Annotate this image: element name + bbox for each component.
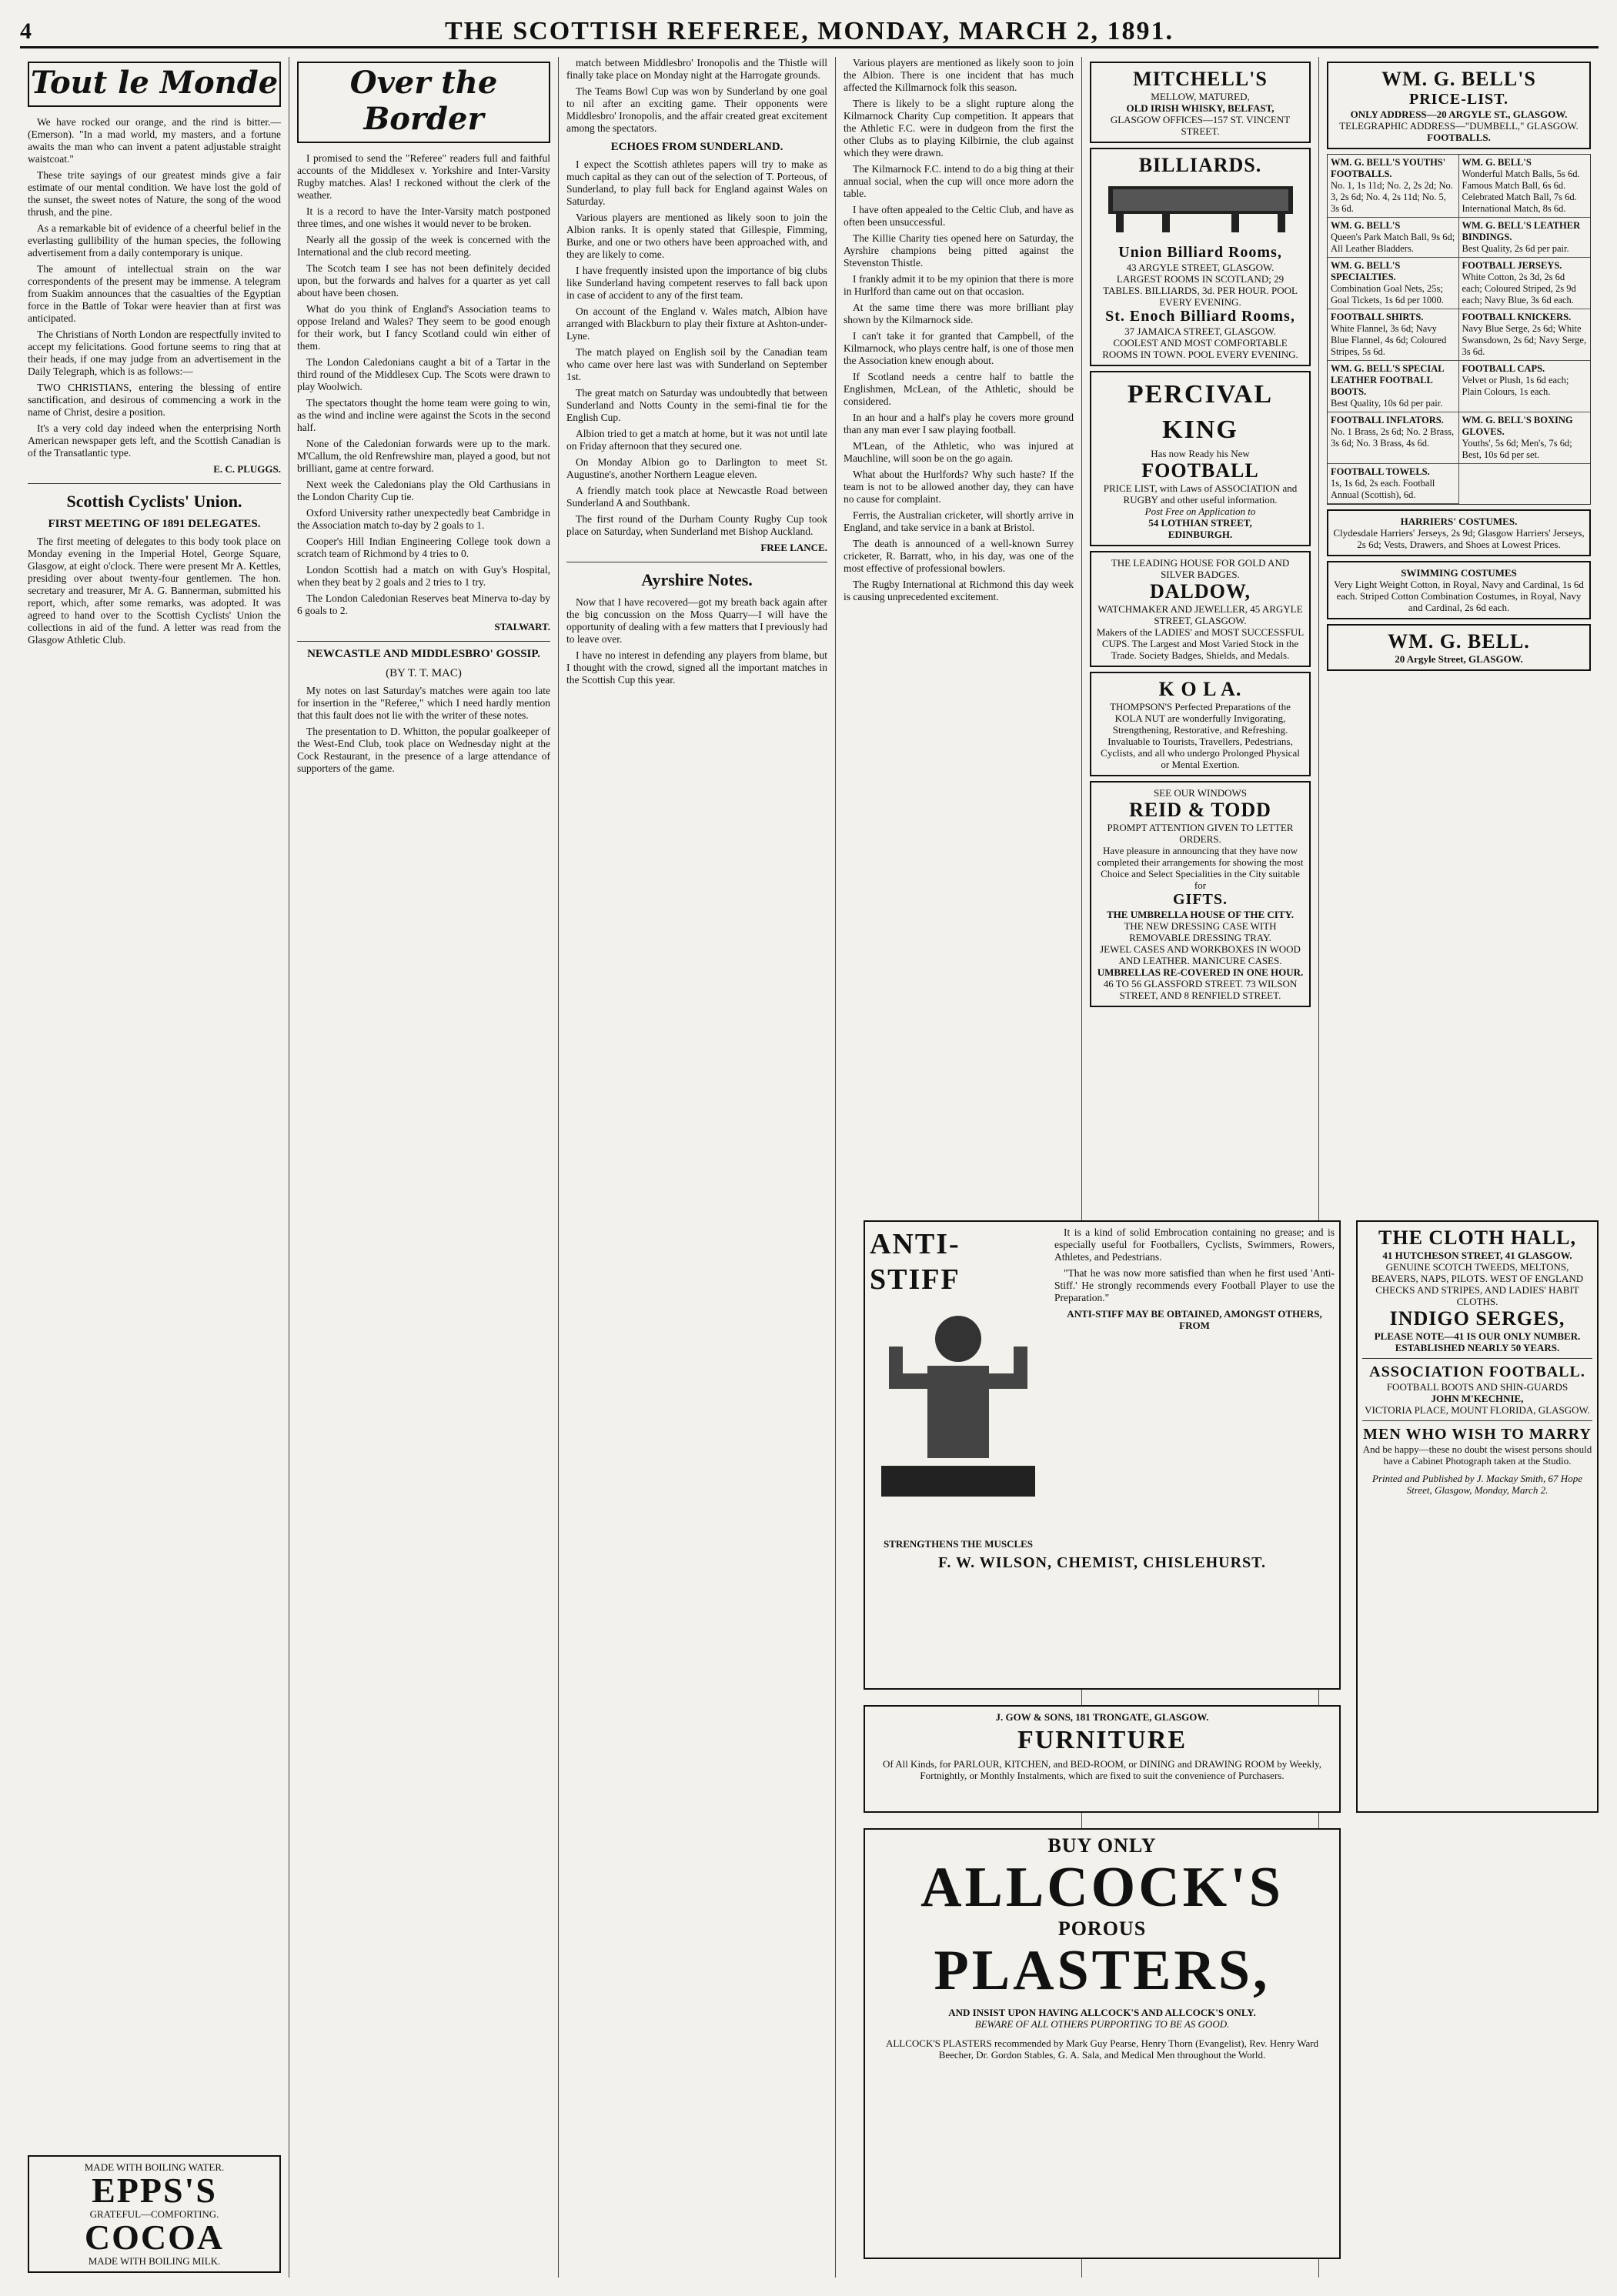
epps-cocoa-ad (28, 2155, 281, 2273)
reid-umbrella-house: THE UMBRELLA HOUSE OF THE CITY. (1107, 909, 1294, 920)
newcastle-byline: (BY T. T. MAC) (386, 667, 462, 679)
strongman-figure-icon (874, 1300, 1043, 1531)
article-paragraph: It's a very cold day indeed when the enterprising North American newspaper gets left, and the Scottish Canadian is of the Transatlantic type. (28, 422, 281, 459)
article-paragraph: The London Caledonians caught a bit of a Tartar in the third round of the Middlesex Cup. The Scots were drawn to play Woolwich. (297, 356, 550, 392)
article-paragraph: The first round of the Durham County Rugby Cup took place on Saturday, when Sunderland met Bishop Auckland. (566, 513, 827, 537)
reid-see: SEE OUR WINDOWS (1153, 787, 1248, 799)
association-name: JOHN M'KECHNIE, (1431, 1393, 1524, 1404)
article-paragraph: The match played on English soil by the Canadian team who came over here last was with Sunderland on September 1st. (566, 346, 827, 382)
article-paragraph: I can't take it for granted that Campbell, of the Kilmarnock, who plays centre half, is one of those men the Association knew enough about. (844, 330, 1074, 366)
price-cell (1328, 218, 1459, 258)
mitchell-office: GLASGOW OFFICES—157 ST. VINCENT STREET. (1110, 114, 1291, 137)
article-paragraph: On account of the England v. Wales match, Albion have arranged with Blackburn to play their fixture at Ashton-under-Lyne. (566, 305, 827, 342)
price-cell-text: No. 1 Brass, 2s 6d; No. 2 Brass, 3s 6d; No. 3 Brass, 4s 6d. (1331, 426, 1455, 449)
price-cell-title: WM. G. BELL'S (1331, 220, 1401, 231)
price-cell-text: White Cotton, 2s 3d, 2s 6d each; Coloured Striped, 2s 9d each; Navy Blue, 3s 6d each. (1462, 272, 1576, 305)
price-cell (1459, 218, 1591, 258)
kola-word: K O L A. (1158, 678, 1242, 700)
allcock-buy-only: BUY ONLY (1047, 1834, 1157, 1857)
article-paragraph: On Monday Albion go to Darlington to meet St. Augustine's, another Northern League eleven. (566, 456, 827, 480)
mitchell-words: MELLOW, MATURED, (1151, 91, 1250, 102)
article-paragraph: There is likely to be a slight rupture along the Kilmarnock Charity Cup competition. It appears that the Athletic F.C. were in dudgeon from the first the other Clubs as to playing Kilbirnie, the club against which they were drawn. (844, 98, 1074, 159)
billiards-title: BILLIARDS. (1138, 154, 1262, 176)
daldow-name: DALDOW, (1149, 580, 1251, 602)
harriers-text: Clydesdale Harriers' Jerseys, 2s 9d; Glasgow Harriers' Jerseys, 2s 6d; Vests, Drawers, and Shoes at Lowest Prices. (1333, 527, 1585, 550)
divider (1362, 1420, 1592, 1421)
allcock-footer: ALLCOCK'S PLASTERS recommended by Mark Guy Pearse, Henry Thorn (Evangelist), Rev. Henry Ward Beecher, Dr. Gordon Stables, G. A. Sala, and Medical Men throughout the World. (885, 2037, 1319, 2061)
marry-text: And be happy—these no doubt the wisest persons should have a Cabinet Photograph taken at the Studio. (1362, 1443, 1592, 1467)
article-paragraph: TWO CHRISTIANS, entering the blessing of entire sanctification, and desirous of commencing a work in the name of Christ, desire a position. (28, 382, 281, 418)
swimming-text: Very Light Weight Cotton, in Royal, Navy and Cardinal, 1s 6d each. Striped Cotton Combination Costumes, in Royal, Navy and Cardinal, 2s 6d each. (1334, 579, 1584, 613)
article-paragraph: Various players are mentioned as likely soon to join the Albion ranks. It is openly stated that Gillespie, Fimming, Burke, and one or two others have been approached with, and they are likely to come. (566, 212, 827, 260)
cloth-text: GENUINE SCOTCH TWEEDS, MELTONS, BEAVERS, NAPS, PILOTS. WEST OF ENGLAND CHECKS AND STRIPES, AND LADIES' HABIT CLOTHS. (1371, 1261, 1584, 1307)
price-cell-text: Combination Goal Nets, 25s; Goal Tickets, 1s 6d per 1000. (1331, 283, 1444, 305)
article-paragraph: The Killie Charity ties opened here on Saturday, the Ayrshire champions being pitted against the Stevenston Thistle. (844, 232, 1074, 269)
bell-footballs: FOOTBALLS. (1427, 132, 1491, 143)
price-cell-title: FOOTBALL TOWELS. (1331, 466, 1430, 477)
price-cell-text: Youths', 5s 6d; Men's, 7s 6d; Best, 10s 6d per set. (1462, 438, 1572, 460)
reid-name: REID & TODD (1129, 799, 1271, 821)
bell-price-title: PRICE-LIST. (1409, 91, 1508, 108)
article-paragraph: The amount of intellectual strain on the war correspondents of the present may be immense. A telegram from Suakim announces that the casualties of the Egyptian force in the Battle of Tokar were heavier than at first was anticipated. (28, 263, 281, 324)
article-paragraph: The Teams Bowl Cup was won by Sunderland by one goal to nil after an exciting game. Their opponents were Middlesbro' Ironopolis, and the affair created great excitement among the spectators. (566, 85, 827, 134)
divider (28, 483, 281, 484)
cloth-hall-ad (1356, 1220, 1599, 1813)
article-paragraph: We have rocked our orange, and the rind is bitter.—(Emerson). "In a mad world, my masters, and a fortune awaits the man who can invent a patent adjustable straight waistcoat." (28, 116, 281, 165)
price-cell-text: Queen's Park Match Ball, 9s 6d; All Leather Bladders. (1331, 232, 1455, 254)
price-cell-title: WM. G. BELL'S (1462, 157, 1532, 168)
st-enoch-rooms: St. Enoch Billiard Rooms, (1105, 308, 1295, 325)
divider (297, 641, 550, 642)
price-cell-title: FOOTBALL INFLATORS. (1331, 415, 1444, 425)
price-cell (1459, 155, 1591, 218)
price-cell-title: FOOTBALL KNICKERS. (1462, 312, 1572, 322)
bell-price-list (1327, 62, 1591, 149)
allcock-name: ALLCOCK'S (920, 1856, 1284, 1919)
price-grid (1327, 154, 1591, 505)
cloth-note: PLEASE NOTE—41 IS OUR ONLY NUMBER. ESTABLISHED NEARLY 50 YEARS. (1374, 1330, 1581, 1353)
cloth-address: 41 HUTCHESON STREET, 41 GLASGOW. (1382, 1250, 1572, 1261)
anti-stiff-name: ANTI-STIFF (870, 1228, 961, 1296)
epps-bottom-line: MADE WITH BOILING MILK. (88, 2255, 221, 2267)
price-cell-text: Wonderful Match Balls, 5s 6d. Famous Match Ball, 6s 6d. Celebrated Match Ball, 7s 6d. International Match, 8s 6d. (1462, 169, 1580, 214)
article-paragraph: Albion tried to get a match at home, but it was not until late on Friday afternoon that they secured one. (566, 428, 827, 452)
bell-address: ONLY ADDRESS—20 ARGYLE ST., GLASGOW. (1350, 108, 1568, 120)
price-cell-text: White Flannel, 3s 6d; Navy Blue Flannel, 4s 6d; Coloured Stripes, 5s 6d. (1331, 323, 1447, 357)
article-paragraph: Now that I have recovered—got my breath back again after the big concussion on the Moss Quarry—I will have the opportunity of dealing with a few matters that I previously had to leave over. (566, 596, 827, 645)
allcock-insist: AND INSIST UPON HAVING ALLCOCK'S AND ALLCOCK'S ONLY. (948, 2007, 1256, 2018)
article-paragraph: It is a record to have the Inter-Varsity match postponed three times, and one wishes it would never to be broken. (297, 205, 550, 229)
price-cell (1328, 155, 1459, 218)
price-cell (1459, 258, 1591, 309)
lower-right-ads (864, 1216, 1599, 2270)
price-cell-text: 1s, 1s 6d, 2s each. Football Annual (Scottish), 6d. (1331, 478, 1435, 500)
cyclists-subheading: FIRST MEETING OF 1891 DELEGATES. (48, 518, 261, 530)
kola-ad (1090, 672, 1311, 776)
percival-city: EDINBURGH. (1168, 529, 1233, 540)
article-paragraph: The Kilmarnock F.C. intend to do a big thing at their annual social, when the cup will once more adorn the table. (844, 163, 1074, 199)
allcock-plasters: PLASTERS, (934, 1939, 1271, 2002)
signature: E. C. PLUGGS. (213, 463, 281, 475)
association-title: ASSOCIATION FOOTBALL. (1369, 1363, 1585, 1380)
article-paragraph: I promised to send the "Referee" readers full and faithful accounts of the Middlesex v. Yorkshire and Inter-Varsity Rugby matches. Alas! I reckoned without the clerk of the weather. (297, 152, 550, 201)
bell-telegraphic: TELEGRAPHIC ADDRESS—"DUMBELL," GLASGOW. (1339, 120, 1579, 132)
reid-jewel: JEWEL CASES AND WORKBOXES IN WOOD AND LEATHER. MANICURE CASES. (1100, 943, 1301, 966)
kola-text: THOMPSON'S Perfected Preparations of the KOLA NUT are wonderfully Invigorating, Strengthening, Restorative, and Refreshing. Invaluable to Tourists, Travellers, Pedestrians, Cyclists, and all who undergo Prolonged Physical or Mental Exertion. (1101, 701, 1300, 770)
daldow-ad (1090, 551, 1311, 667)
price-cell (1328, 309, 1459, 361)
article-paragraph: I have frequently insisted upon the importance of big clubs like Sunderland having competent reserves to fall back upon in case of accident to any of the first team. (566, 265, 827, 301)
percival-ready: Has now Ready his New (1151, 448, 1250, 459)
over-the-border-heading: Over the Border (297, 62, 550, 143)
epps-sub: GRATEFUL—COMFORTING. (89, 2208, 219, 2220)
percival-price: PRICE LIST, with Laws of ASSOCIATION and RUGBY and other useful information. (1103, 482, 1298, 506)
article-paragraph: Ferris, the Australian cricketer, will shortly arrive in England, and take service in a bank at Bristol. (844, 509, 1074, 533)
masthead (20, 17, 1599, 48)
column-1 (20, 57, 289, 2278)
bell-footer (1327, 624, 1591, 671)
gow-furniture-ad (864, 1705, 1341, 1813)
price-cell-title: WM. G. BELL'S SPECIALTIES. (1331, 260, 1401, 282)
anti-stiff-wilson: F. W. WILSON, CHEMIST, CHISLEHURST. (937, 1554, 1267, 1571)
article-paragraph: Next week the Caledonians play the Old Carthusians in the London Charity Cup tie. (297, 479, 550, 502)
price-cell-title: WM. G. BELL'S YOUTHS' FOOTBALLS. (1331, 157, 1446, 179)
allcock-beware: BEWARE OF ALL OTHERS PURPORTING TO BE AS GOOD. (974, 2018, 1230, 2030)
article-paragraph: These trite sayings of our greatest minds give a fair estimate of our mental condition. We have lost the gold of the sunset, the sweet notes of Nature, the song of the wood thrush, and the pine. (28, 169, 281, 218)
article-paragraph: Nearly all the gossip of the week is concerned with the International and the club record meeting. (297, 234, 550, 258)
bell-name: WM. G. BELL'S (1381, 68, 1536, 90)
bell-footer-address: 20 Argyle Street, GLASGOW. (1395, 653, 1523, 665)
association-sub: FOOTBALL BOOTS AND SHIN-GUARDS (1386, 1381, 1569, 1393)
article-paragraph: London Scottish had a match on with Guy's Hospital, when they beat by 2 goals and 2 tries to 1 try. (297, 564, 550, 588)
newspaper-title: THE SCOTTISH REFEREE, MONDAY, MARCH 2, 1891. (445, 17, 1174, 45)
anti-stiff-strengthens: STRENGTHENS THE MUSCLES (883, 1538, 1034, 1550)
union-details: LARGEST ROOMS IN SCOTLAND; 29 TABLES. BILLIARDS, 3d. PER HOUR. POOL EVERY EVENING. (1103, 273, 1298, 308)
price-cell (1459, 361, 1591, 412)
article-paragraph: I have often appealed to the Celtic Club, and have as often been unsuccessful. (844, 204, 1074, 228)
signature: STALWART. (494, 621, 550, 632)
price-cell-title: WM. G. BELL'S LEATHER BINDINGS. (1462, 220, 1581, 242)
article-paragraph: The spectators thought the home team were going to win, as the wind and incline were against the Scots in the second half. (297, 397, 550, 433)
article-paragraph: The Scotch team I see has not been definitely decided upon, but the forwards and halves for a quarter as yet call about have been chosen. (297, 262, 550, 299)
allcock-plasters-ad (864, 1828, 1341, 2259)
harriers-box (1327, 509, 1591, 556)
newcastle-heading: NEWCASTLE AND MIDDLESBRO' GOSSIP. (307, 648, 540, 660)
gow-text: Of All Kinds, for PARLOUR, KITCHEN, and BED-ROOM, or DINING and DRAWING ROOM by Weekly, Fortnightly, or Monthly Instalments, which are fixed to suit the convenience of Purchasers. (882, 1758, 1322, 1781)
article-paragraph: I have no interest in defending any players from blame, but I thought with the crowd, signed all the important matches in the Scottish Cup this year. (566, 649, 827, 686)
price-cell-title: WM. G. BELL'S SPECIAL LEATHER FOOTBALL BOOTS. (1331, 363, 1444, 397)
st-enoch-details: COOLEST AND MOST COMFORTABLE ROOMS IN TOWN. POOL EVERY EVENING. (1102, 337, 1298, 360)
reid-umbrellas: UMBRELLAS RE-COVERED IN ONE HOUR. (1097, 966, 1304, 978)
swimming-box (1327, 561, 1591, 619)
article-paragraph: M'Lean, of the Athletic, who was injured at Mauchline, will soon be on the go again. (844, 440, 1074, 464)
divider (1362, 1358, 1592, 1359)
article-paragraph: The presentation to D. Whitton, the popular goalkeeper of the West-End Club, took place on Wednesday night at the Cock Restaurant, in the presence of a large attendance of supporters of the game. (297, 726, 550, 774)
daldow-sub: WATCHMAKER AND JEWELLER, 45 ARGYLE STREET, GLASGOW. (1097, 603, 1303, 626)
percival-address: 54 LOTHIAN STREET, (1148, 517, 1252, 529)
tout-le-monde-heading: Tout le Monde (28, 62, 281, 107)
price-cell-text: Navy Blue Serge, 2s 6d; White Swansdown, 2s 6d; Navy Serge, 3s 6d. (1462, 323, 1587, 357)
cyclists-heading: Scottish Cyclists' Union. (66, 492, 242, 511)
ayrshire-heading: Ayrshire Notes. (641, 570, 753, 589)
anti-stiff-quote: "That he was now more satisfied than when he first used 'Anti-Stiff.' He strongly recommends every Football Player to use the Preparation." (1054, 1267, 1335, 1303)
printer-imprint: Printed and Published by J. Mackay Smith, 67 Hope Street, Glasgow, Monday, March 2. (1372, 1473, 1582, 1496)
reid-todd-ad (1090, 781, 1311, 1007)
harriers-title: HARRIERS' COSTUMES. (1400, 516, 1518, 527)
article-paragraph: The London Caledonian Reserves beat Minerva to-day by 6 goals to 2. (297, 592, 550, 616)
percival-football: FOOTBALL (1141, 459, 1259, 482)
allcock-porous: POROUS (1057, 1917, 1147, 1940)
billiards-ad (1090, 148, 1311, 366)
st-enoch-address: 37 JAMAICA STREET, GLASGOW. (1124, 325, 1276, 337)
epps-name: EPPS'S (92, 2171, 217, 2210)
price-cell (1459, 309, 1591, 361)
price-cell-text: Velvet or Plush, 1s 6d each; Plain Colours, 1s each. (1462, 375, 1569, 397)
gow-head: J. GOW & SONS, 181 TRONGATE, GLASGOW. (995, 1711, 1209, 1723)
reid-prompt: PROMPT ATTENTION GIVEN TO LETTER ORDERS. (1107, 822, 1294, 845)
daldow-lead: THE LEADING HOUSE FOR GOLD AND SILVER BADGES. (1111, 557, 1290, 580)
reid-dressing: THE NEW DRESSING CASE WITH REMOVABLE DRESSING TRAY. (1124, 920, 1277, 943)
price-cell-text: Best Quality, 10s 6d per pair. (1331, 398, 1443, 409)
mitchell-name: MITCHELL'S (1133, 68, 1268, 90)
percival-name: PERCIVAL KING (1127, 380, 1274, 444)
price-cell (1328, 464, 1459, 504)
article-paragraph: What do you think of England's Association teams to oppose Ireland and Wales? They seem to be good enough for their work, but I fancy Scotland could win either of them. (297, 303, 550, 352)
epps-cocoa: COCOA (84, 2218, 225, 2257)
article-paragraph: Various players are mentioned as likely soon to join the Albion. There is one incident that has much affected the Killmarnock folk this season. (844, 57, 1074, 93)
percival-post: Post Free on Application to (1144, 506, 1256, 517)
article-paragraph: My notes on last Saturday's matches were again too late for insertion in the "Referee," which I need hardly mention that this fault does not lie with the writer of these notes. (297, 685, 550, 721)
article-paragraph: A friendly match took place at Newcastle Road between Sunderland A and Southbank. (566, 485, 827, 509)
reid-gifts: GIFTS. (1172, 891, 1228, 908)
article-paragraph: The death is announced of a well-known Surrey cricketer, R. Barratt, who, in his day, was one of the most effective of professional bowlers. (844, 538, 1074, 574)
article-paragraph: What about the Hurlfords? Why such haste? If the team is not to be allowed another day, they can have no cause for complaint. (844, 469, 1074, 505)
union-rooms: Union Billiard Rooms, (1118, 244, 1282, 261)
price-cell (1328, 361, 1459, 412)
article-paragraph: The Rugby International at Richmond this day week is causing unprecedented excitement. (844, 579, 1074, 602)
signature: FREE LANCE. (760, 542, 827, 553)
page-number: 4 (20, 18, 32, 44)
article-paragraph: The Christians of North London are respectfully invited to accept my felicitations. Good fortune seems to ring that at their heads, if one may judge from an advertisement in the Daily Telegraph, which is as follows:— (28, 329, 281, 377)
article-paragraph: I expect the Scottish athletes papers will try to make as much capital as they can out of the selection of T. Porteous, of Sunderland, to play full back for England against Wales on Saturday. (566, 159, 827, 207)
article-paragraph: As a remarkable bit of evidence of a cheerful belief in the everlasting gullibility of the human species, the following advertisement from a daily contemporary is unique. (28, 222, 281, 259)
daldow-text: Makers of the LADIES' and MOST SUCCESSFUL CUPS. The Largest and Most Varied Stock in the Trade. Society Badges, Shields, and Medals. (1096, 626, 1305, 661)
price-cell-text: No. 1, 1s 11d; No. 2, 2s 2d; No. 3, 2s 6d; No. 4, 2s 11d; No. 5, 3s 6d. (1331, 180, 1453, 214)
article-paragraph: The great match on Saturday was undoubtedly that between Sunderland and Notts County in the semi-final tie for the English Cup. (566, 387, 827, 423)
cloth-name: THE CLOTH HALL, (1378, 1226, 1576, 1249)
anti-stiff-text: It is a kind of solid Embrocation containing no grease; and is especially useful for Footballers, Cyclists, Swimmers, Rowers, Athletes, and Pedestrians. (1054, 1226, 1335, 1263)
article-paragraph: None of the Caledonian forwards were up to the mark. M'Callum, the old Renfrewshire man, played a good, but not brilliant, game at centre forward. (297, 438, 550, 474)
union-address: 43 ARGYLE STREET, GLASGOW. (1126, 262, 1275, 273)
price-cell-title: FOOTBALL CAPS. (1462, 363, 1545, 374)
reid-address: 46 TO 56 GLASSFORD STREET. 73 WILSON STREET, AND 8 RENFIELD STREET. (1103, 978, 1298, 1001)
article-paragraph: Cooper's Hill Indian Engineering College took down a scratch team of Richmond by 4 tries to 0. (297, 536, 550, 559)
anti-stiff-ad (864, 1220, 1341, 1690)
percival-king-ad (1090, 371, 1311, 546)
price-cell (1459, 412, 1591, 464)
price-cell (1328, 412, 1459, 464)
article-paragraph: I frankly admit it to be my opinion that there is more in Hurlford than came out on that occasion. (844, 273, 1074, 297)
association-address: VICTORIA PLACE, MOUNT FLORIDA, GLASGOW. (1365, 1404, 1590, 1416)
column-3 (559, 57, 836, 2278)
price-cell-title: FOOTBALL JERSEYS. (1462, 260, 1562, 271)
anti-stiff-obtained: ANTI-STIFF MAY BE OBTAINED, AMONGST OTHERS, FROM (1067, 1308, 1322, 1331)
article-paragraph: match between Middlesbro' Ironopolis and the Thistle will finally take place on Monday night at the Harrogate grounds. (566, 57, 827, 81)
article-paragraph: In an hour and a half's play he covers more ground than any man ever I saw playing football. (844, 412, 1074, 436)
mitchell-whisky-ad (1090, 62, 1311, 143)
price-cell-title: WM. G. BELL'S BOXING GLOVES. (1462, 415, 1573, 437)
gow-furniture: FURNITURE (1017, 1726, 1188, 1754)
billiard-table-icon (1101, 182, 1301, 235)
cloth-indigo: INDIGO SERGES, (1389, 1307, 1565, 1330)
column-2 (289, 57, 559, 2278)
sunderland-heading: ECHOES FROM SUNDERLAND. (610, 141, 783, 153)
article-paragraph: The first meeting of delegates to this body took place on Monday evening in the Imperial Hotel, George Square, Glasgow, at eight o'clock. There were present Mr A. Kettles, presiding over about twenty-four gentlemen. The hon. secretary and treasurer, Mr A. G. Bannerman, submitted his report, which, after some remarks, was adopted. It was agreed to hand over to the Scottish Cyclists' Union the collections in aid of the fund. A letter was read from the Glasgow Athletic Club. (28, 536, 281, 646)
article-paragraph: Oxford University rather unexpectedly beat Cambridge in the Association match to-day by 2 goals to 1. (297, 507, 550, 531)
swimming-title: SWIMMING COSTUMES (1401, 567, 1517, 579)
bell-footer-name: WM. G. BELL. (1388, 630, 1530, 652)
marry-title: MEN WHO WISH TO MARRY (1363, 1426, 1592, 1443)
price-cell-text: Best Quality, 2s 6d per pair. (1462, 243, 1569, 254)
article-paragraph: At the same time there was more brilliant play shown by the Kilmarnock side. (844, 302, 1074, 325)
price-cell-title: FOOTBALL SHIRTS. (1331, 312, 1424, 322)
mitchell-sub: OLD IRISH WHISKY, BELFAST, (1126, 102, 1275, 114)
price-cell (1328, 258, 1459, 309)
reid-text: Have pleasure in announcing that they have now completed their arrangements for showing the most Choice and Select Specialities in the City suitable for (1097, 845, 1304, 891)
epps-top-line: MADE WITH BOILING WATER. (84, 2161, 225, 2173)
article-paragraph: If Scotland needs a centre half to battle the Englishmen, McLean, of the Athletic, should be considered. (844, 371, 1074, 407)
